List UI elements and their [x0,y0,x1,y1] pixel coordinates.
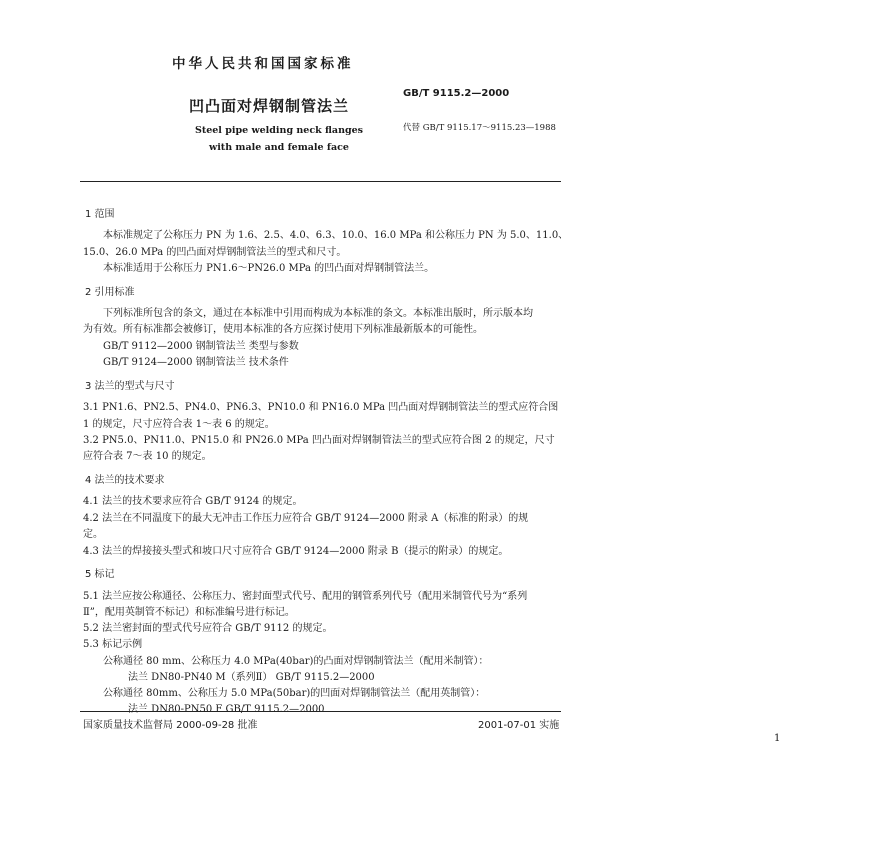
paragraph-line: 为有效。所有标准都会被修订，使用本标准的各方应探讨使用下列标准最新版本的可能性。 [83,324,483,335]
section-heading: 3 法兰的型式与尺寸 [85,381,175,392]
section-heading: 1 范围 [85,209,115,220]
section-heading: 5 标记 [85,569,115,580]
example-marking: 法兰 DN80-PN40 M（系列Ⅱ） GB/T 9115.2—2000 [128,672,375,683]
standard-number: GB/T 9115.2—2000 [403,88,510,99]
example-line: 公称通径 80mm、公称压力 5.0 MPa(50bar)的凹面对焊钢制管法兰（配用英制管）： [103,688,486,699]
paragraph-line: 下列标准所包含的条文，通过在本标准中引用而构成为本标准的条文。本标准出版时，所示版本均 [103,308,533,319]
national-standard-heading: 中华人民共和国国家标准 [172,56,354,72]
paragraph-line: 3.2 PN5.0、PN11.0、PN15.0 和 PN26.0 MPa 凹凸面对焊钢制管法兰的型式应符合图 2 的规定，尺寸 [83,435,555,446]
paragraph-line: 定。 [83,529,103,540]
paragraph-line: 1 的规定，尺寸应符合表 1～表 6 的规定。 [83,419,275,430]
footer-rule [80,711,561,712]
paragraph-line: 本标准适用于公称压力 PN1.6～PN26.0 MPa 的凹凸面对焊钢制管法兰。 [103,263,435,274]
document-title-cn: 凹凸面对焊钢制管法兰 [189,97,350,115]
paragraph-line: 3.1 PN1.6、PN2.5、PN4.0、PN6.3、PN10.0 和 PN16.0 MPa 凹凸面对焊钢制管法兰的型式应符合图 [83,402,559,413]
document-title-en-line2: with male and female face [209,142,349,153]
paragraph-line: 4.1 法兰的技术要求应符合 GB/T 9124 的规定。 [83,496,303,507]
paragraph-line: Ⅱ”，配用英制管不标记）和标准编号进行标记。 [83,607,295,618]
reference-line: GB/T 9112—2000 钢制管法兰 类型与参数 [103,341,299,352]
paragraph-line: 4.2 法兰在不同温度下的最大无冲击工作压力应符合 GB/T 9124—2000 附录 A（标准的附录）的规 [83,513,529,524]
page-number: 1 [774,733,781,744]
document-title-en-line1: Steel pipe welding neck flanges [194,125,364,136]
paragraph-line: 5.3 标记示例 [83,639,143,650]
header-rule [80,181,561,182]
paragraph-line: 5.2 法兰密封面的型式代号应符合 GB/T 9112 的规定。 [83,623,333,634]
approval-date: 国家质量技术监督局 2000-09-28 批准 [83,720,258,731]
reference-line: GB/T 9124—2000 钢制管法兰 技术条件 [103,357,289,368]
paragraph-line: 15.0、26.0 MPa 的凹凸面对焊钢制管法兰的型式和尺寸。 [83,247,347,258]
paragraph-line: 本标准规定了公称压力 PN 为 1.6、2.5、4.0、6.3、10.0、16.0 MPa 和公称压力 PN 为 5.0、11.0、 [103,230,569,241]
section-heading: 2 引用标准 [85,287,135,298]
paragraph-line: 应符合表 7～表 10 的规定。 [83,451,212,462]
example-marking: 法兰 DN80-PN50 F GB/T 9115.2—2000 [128,704,325,715]
implementation-date: 2001-07-01 实施 [478,720,560,731]
paragraph-line: 5.1 法兰应按公称通径、公称压力、密封面型式代号、配用的钢管系列代号（配用米制管代号为“系列 [83,591,528,602]
section-heading: 4 法兰的技术要求 [85,475,165,486]
paragraph-line: 4.3 法兰的焊接接头型式和坡口尺寸应符合 GB/T 9124—2000 附录 B（提示的附录）的规定。 [83,546,509,557]
example-line: 公称通径 80 mm、公称压力 4.0 MPa(40bar)的凸面对焊钢制管法兰（配用米制管）： [103,656,489,667]
replaces-note: 代替 GB/T 9115.17～9115.23—1988 [403,123,556,133]
